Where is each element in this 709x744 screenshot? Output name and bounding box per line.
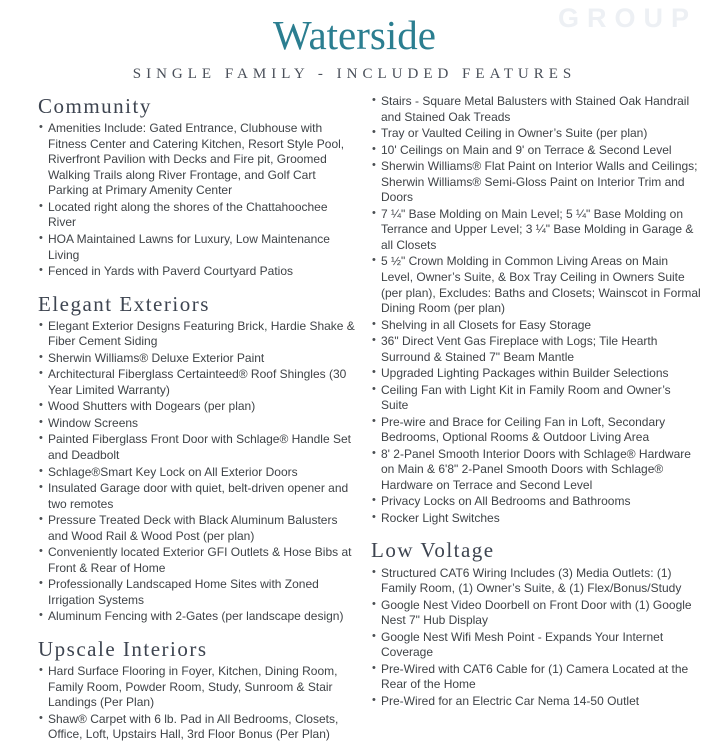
feature-item: • Amenities Include: Gated Entrance, Clubhouse with Fitness Center and Catering Kitchen, Resort Style Pool, Riverfront Pavilion with Decks and Fire pit, Groomed Walking Trails along River Frontage, and Golf Cart Parking at Primary Amenity Center (38, 121, 356, 199)
feature-item: • Pre-wire and Brace for Ceiling Fan in Loft, Secondary Bedrooms, Optional Rooms & Outdoor Living Area (371, 415, 701, 446)
group-watermark: GROUP (557, 3, 697, 33)
feature-item: • 7 ¼" Base Molding on Main Level; 5 ¼" Base Molding on Terrance and Upper Level; 3 ¼" Base Molding in Garage & all Closets (371, 207, 701, 254)
feature-item: • Schlage®Smart Key Lock on All Exterior Doors (38, 465, 356, 481)
section-heading: Community (38, 94, 152, 119)
right-column (371, 94, 701, 743)
feature-item: • Shaw® Carpet with 6 lb. Pad in All Bedrooms, Closets, Office, Loft, Upstairs Hall, 3rd Floor Bonus (Per Plan) (38, 712, 356, 743)
feature-item: • Google Nest Wifi Mesh Point - Expands Your Internet Coverage (371, 630, 701, 661)
feature-item: • Architectural Fiberglass Certainteed® Roof Shingles (30 Year Limited Warranty) (38, 367, 356, 398)
feature-item: • Google Nest Video Doorbell on Front Door with (1) Google Nest 7" Hub Display (371, 598, 701, 629)
section-heading: Upscale Interiors (38, 636, 208, 661)
feature-item: • Ceiling Fan with Light Kit in Family Room and Owner’s Suite (371, 383, 701, 414)
feature-item: • Pressure Treated Deck with Black Aluminum Balusters and Wood Rail & Wood Post (per plan) (38, 513, 356, 544)
page-subtitle: SINGLE FAMILY - INCLUDED FEATURES (132, 66, 577, 83)
feature-section (38, 94, 356, 279)
feature-item: • Rocker Light Switches (371, 511, 701, 527)
feature-item: • Conveniently located Exterior GFI Outlets & Hose Bibs at Front & Rear of Home (38, 545, 356, 576)
feature-list (38, 121, 356, 279)
feature-item: • HOA Maintained Lawns for Luxury, Low Maintenance Living (38, 232, 356, 263)
feature-item: • Elegant Exterior Designs Featuring Brick, Hardie Shake & Fiber Cement Siding (38, 319, 356, 350)
feature-item: • Privacy Locks on All Bedrooms and Bathrooms (371, 494, 701, 510)
feature-columns (0, 83, 709, 743)
feature-item: • Insulated Garage door with quiet, belt-driven opener and two remotes (38, 481, 356, 512)
feature-item: • Wood Shutters with Dogears (per plan) (38, 399, 356, 415)
feature-item: • 36" Direct Vent Gas Fireplace with Logs; Tile Hearth Surround & Stained 7" Beam Mantle (371, 334, 701, 365)
feature-item: • Sherwin Williams® Deluxe Exterior Paint (38, 351, 356, 367)
feature-section (38, 292, 356, 625)
page-title: Waterside (273, 12, 436, 58)
feature-item: • Professionally Landscaped Home Sites with Zoned Irrigation Systems (38, 577, 356, 608)
section-heading: Elegant Exteriors (38, 291, 210, 316)
feature-item: • Pre-Wired with CAT6 Cable for (1) Camera Located at the Rear of the Home (371, 662, 701, 693)
feature-item: • Painted Fiberglass Front Door with Schlage® Handle Set and Deadbolt (38, 432, 356, 463)
feature-section (38, 637, 356, 743)
left-column (38, 94, 356, 743)
feature-item: • Upgraded Lighting Packages within Builder Selections (371, 366, 701, 382)
feature-item: • Hard Surface Flooring in Foyer, Kitchen, Dining Room, Family Room, Powder Room, Study, Sunroom & Stair Landings (Per Plan) (38, 664, 356, 711)
feature-item: • Fenced in Yards with Paverd Courtyard Patios (38, 264, 356, 280)
feature-section (371, 538, 701, 709)
feature-list (38, 319, 356, 625)
flyer-header (0, 0, 709, 83)
section-heading: Low Voltage (371, 538, 495, 563)
feature-list (371, 94, 701, 526)
feature-item: • Window Screens (38, 416, 356, 432)
feature-item: • Pre-Wired for an Electric Car Nema 14-50 Outlet (371, 694, 701, 710)
feature-item: • Aluminum Fencing with 2-Gates (per landscape design) (38, 609, 356, 625)
feature-item: • Shelving in all Closets for Easy Storage (371, 318, 701, 334)
feature-item: • 5 ½" Crown Molding in Common Living Areas on Main Level, Owner’s Suite, & Box Tray Ceiling in Owners Suite (per plan), Excludes: Baths and Closets; Wainscot in Formal Dining Room (per plan) (371, 254, 701, 316)
feature-list (371, 566, 701, 710)
feature-list (38, 664, 356, 743)
feature-item: • Located right along the shores of the Chattahoochee River (38, 200, 356, 231)
feature-item: • 10' Ceilings on Main and 9' on Terrace & Second Level (371, 143, 701, 159)
feature-item: • 8' 2-Panel Smooth Interior Doors with Schlage® Hardware on Main & 6'8" 2-Panel Smooth Doors with Schlage® Hardware on Terrace and Second Level (371, 447, 701, 494)
feature-section (371, 94, 701, 526)
feature-item: • Structured CAT6 Wiring Includes (3) Media Outlets: (1) Family Room, (1) Owner’s Suite, & (1) Flex/Bonus/Study (371, 566, 701, 597)
feature-item: • Stairs - Square Metal Balusters with Stained Oak Handrail and Stained Oak Treads (371, 94, 701, 125)
feature-item: • Tray or Vaulted Ceiling in Owner’s Suite (per plan) (371, 126, 701, 142)
feature-item: • Sherwin Williams® Flat Paint on Interior Walls and Ceilings; Sherwin Williams® Semi-Gloss Paint on Interior Trim and Doors (371, 159, 701, 206)
